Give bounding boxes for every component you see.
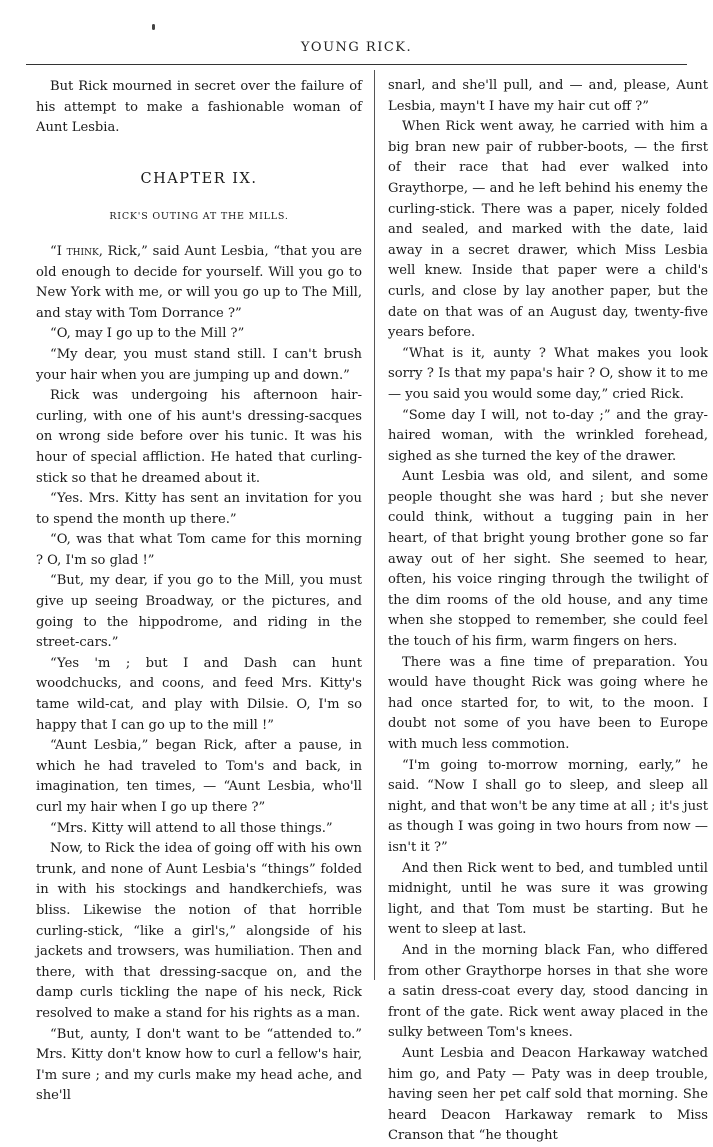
paragraph-rest: , Rick,” said Aunt Lesbia, “that you are old enough to decide for yourself. Will you go to New York with me, or will you go up to The Mill, and stay with Tom Dorrance ?” <box>36 243 362 321</box>
paragraph: “Aunt Lesbia,” began Rick, after a pause, in which he had traveled to Tom's and back, in imagination, ten times, — “Aunt Lesbia, who'll curl my hair when I go up there ?” <box>36 738 362 815</box>
paragraph: “My dear, you must stand still. I can't brush your hair when you are jumping up and down.” <box>36 346 362 383</box>
paragraph: Now, to Rick the idea of going off with his own trunk, and none of Aunt Lesbia's “things” folded in with his stockings and handkerchiefs, was bliss. Likewise the notion of that horrible curling-stick, “like a girl's,” alongside of his jackets and trowsers, was humiliation. Then and there, with that dressing-sacque on, and the damp curls tickling the nape of his neck, Rick resolved to make a stand for his rights as a man. <box>36 841 362 1021</box>
paragraph: And in the morning black Fan, who differed from other Graythorpe horses in that she wore a satin dress-coat every day, stood dancing in front of the gate. Rick went away placed in the sulky between Tom's knees. <box>388 942 708 1041</box>
paragraph: “Yes. Mrs. Kitty has sent an invitation for you to spend the month up there.” <box>36 491 362 527</box>
paragraph: “Some day I will, not to-day ;” and the gray-haired woman, with the wrinkled forehead, sighed as she turned the key of the drawer. <box>388 407 708 464</box>
left-column <box>36 77 362 1107</box>
right-column <box>388 76 708 1147</box>
paragraph-opening: “I <box>50 243 67 259</box>
paragraph: “But, aunty, I don't want to be “attended to.” Mrs. Kitty don't know how to curl a fellow's hair, I'm sure ; and my curls make my head ache, and she'll <box>36 1026 362 1104</box>
paragraph: “O, was that what Tom came for this morning ? O, I'm so glad !” <box>36 532 362 568</box>
paragraph: “Yes 'm ; but I and Dash can hunt woodchucks, and coons, and feed Mrs. Kitty's tame wild-cat, and play with Dilsie. O, I'm so happy that I can go up to the mill !” <box>36 655 362 733</box>
paragraph: “What is it, aunty ? What makes you look sorry ? Is that my papa's hair ? O, show it to me — you said you would some day,” cried Rick. <box>388 345 708 402</box>
paragraph: There was a fine time of preparation. You would have thought Rick was going where he had once started for, to wit, to the moon. I doubt not some of you have been to Europe with much less commotion. <box>388 654 708 752</box>
paragraph: Aunt Lesbia was old, and silent, and some people thought she was hard ; but she never could think, without a tugging pain in her heart, of that bright young brother gone so far away out of her sight. She seemed to hear, often, his voice ringing through the twilight of the dim rooms of the old house, and any time when she stopped to remember, she could feel the touch of his firm, warm fingers on hers. <box>388 469 708 650</box>
header-rule <box>26 64 687 65</box>
paragraph: Rick was undergoing his afternoon hair-curling, with one of his aunt's dressing-sacques on wrong side before over his tunic. It was his hour of special affliction. He hated that curling-stick so that he dreamed about it. <box>36 388 362 486</box>
paragraph: But Rick mourned in secret over the failure of his attempt to make a fashionable woman of Aunt Lesbia. <box>36 79 362 136</box>
paragraph: “I'm going to-morrow morning, early,” he said. “Now I shall go to sleep, and sleep all night, and that won't be any time at all ; it's just as though I was going in two hours from now — isn't it ?” <box>388 757 708 855</box>
paragraph: “But, my dear, if you go to the Mill, you must give up seeing Broadway, or the pictures, and going to the hippodrome, and riding in the street-cars.” <box>36 573 362 651</box>
running-head: YOUNG RICK. <box>300 40 413 55</box>
paragraph: “O, may I go up to the Mill ?” <box>50 326 245 342</box>
paragraph: “Mrs. Kitty will attend to all those things.” <box>50 820 333 836</box>
ink-speck <box>152 24 155 30</box>
paragraph: And then Rick went to bed, and tumbled until midnight, until he was sure it was growing light, and that Tom must be starting. But he went to sleep at last. <box>388 860 708 938</box>
paragraph: When Rick went away, he carried with him a big bran new pair of rubber-boots, — the first of their race that had ever walked into Graythorpe, — and he left behind his enemy the curling-stick. There was a paper, nicely folded and sealed, and marked with the date, laid away in a secret drawer, which Miss Lesbia well knew. Inside that paper were a child's curls, and close by lay another paper, but the date on that was of an August day, twenty-five years before. <box>388 119 708 341</box>
paragraph: Aunt Lesbia and Deacon Harkaway watched him go, and Paty — Paty was in deep trouble, having seen her pet calf sold that morning. She heard Deacon Harkaway remark to Miss Cranson that “he thought <box>388 1045 708 1144</box>
chapter-subtitle: RICK'S OUTING AT THE MILLS. <box>109 211 289 223</box>
smallcaps-word: think <box>66 243 99 259</box>
chapter-title: CHAPTER IX. <box>140 170 258 187</box>
paragraph <box>36 242 362 324</box>
paragraph-continued: snarl, and she'll pull, and — and, please, Aunt Lesbia, mayn't I have my hair cut off ?” <box>388 78 708 114</box>
column-divider <box>374 70 375 980</box>
